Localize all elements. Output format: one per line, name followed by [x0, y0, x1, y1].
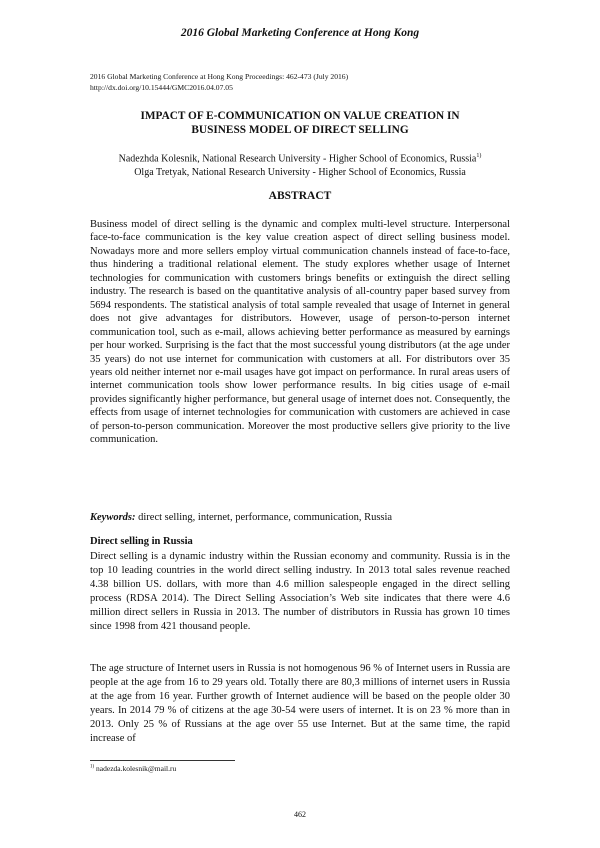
- proceedings-citation: 2016 Global Marketing Conference at Hong Kong Proceedings: 462-473 (July 2016): [90, 72, 349, 81]
- footnote-marker: 1): [476, 153, 482, 159]
- running-header: 2016 Global Marketing Conference at Hong Kong: [180, 27, 420, 39]
- author-1: [60, 150, 540, 166]
- publication-meta: [90, 72, 510, 93]
- author-block: [60, 150, 540, 179]
- keywords: [90, 511, 510, 524]
- footnote-email: nadezda.kolesnik@mail.ru: [94, 764, 177, 773]
- body-paragraph-1: Direct selling is a dynamic industry within the Russian economy and community. Russia is in the top 10 leading countries in the world direct selling industry. In 2013 total sales revenue reached 4.38 billion US. dollars, with more than 4.6 million salespeople engaged in the direct selling process (RDSA 2014). The Direct Selling Association’s Web site indicates that there were 4.6 million direct sellers in Russia in 2013. The number of distributors in Russia has grown 10 times since 1998 from 421 thousand people.: [90, 551, 510, 632]
- paper-title: [60, 110, 540, 137]
- keywords-label: Keywords:: [90, 512, 136, 523]
- footnote: [90, 764, 176, 773]
- page-number: 462: [294, 810, 306, 819]
- title-line-1: IMPACT OF E-COMMUNICATION ON VALUE CREATION IN: [140, 110, 460, 122]
- author-2: Olga Tretyak, National Research University - Higher School of Economics, Russia: [134, 166, 466, 178]
- abstract-heading: ABSTRACT: [268, 190, 332, 202]
- keywords-text: direct selling, internet, performance, communication, Russia: [135, 512, 393, 523]
- footnote-divider: [90, 760, 235, 761]
- body-paragraph-2: The age structure of Internet users in Russia is not homogenous 96 % of Internet users in Russia are people at the age from 16 to 29 years old. Totally there are 80,3 millions of internet users in Russia at the age from 16 year. Further growth of Internet audience will be based on the people older 30 years. In 2014 79 % of citizens at the age 30-54 were users of internet. It is on 23 % more than in 2013. Only 25 % of Russians at the age over 55 use Internet. But at the same time, the rapid increase of: [90, 663, 510, 744]
- author-1-text: Nadezhda Kolesnik, National Research University - Higher School of Economics, Russia: [118, 153, 477, 165]
- doi-link[interactable]: http://dx.doi.org/10.15444/GMC2016.04.07.05: [90, 82, 233, 92]
- footnote-number: 1): [90, 764, 95, 770]
- section-heading: Direct selling in Russia: [90, 536, 193, 547]
- title-line-2: BUSINESS MODEL OF DIRECT SELLING: [191, 123, 409, 136]
- abstract-text: Business model of direct selling is the dynamic and complex multi-level structure. Interpersonal face-to-face communication is the key value creation aspect of direct selling business model. Nowadays more and more sellers employ virtual communication channels instead of face-to-face, thus hindering a traditional relational element. The study explores whether usage of Internet technologies for communication with customers brings benefits or extinguish the direct selling industry. The research is based on the quantitative analysis of all-country paper based survey from 5694 respondents. The statistical analysis of total sample revealed that usage of Internet in general does not give advantages for distributors. However, usage of person-to-person internet communication tool, such as e-mail, allows achieving better performance as measured by earnings per hour worked. Surprising is the fact that the most successful young distributors (at the age under 35 years) do not use internet for communication with customers at all. For distributors over 35 years old neither internet nor e-mail usages have got impact on performance. In rural areas users of internet communication tools show lower performance results. In big cities usage of e-mail provides significantly higher performance, but general usage of internet does not. Consequently, the effects from usage of internet technologies for communication with customers are achieved in case of person-to-person communication. Moreover the most productive sellers give priority to the live communication.: [90, 219, 510, 446]
